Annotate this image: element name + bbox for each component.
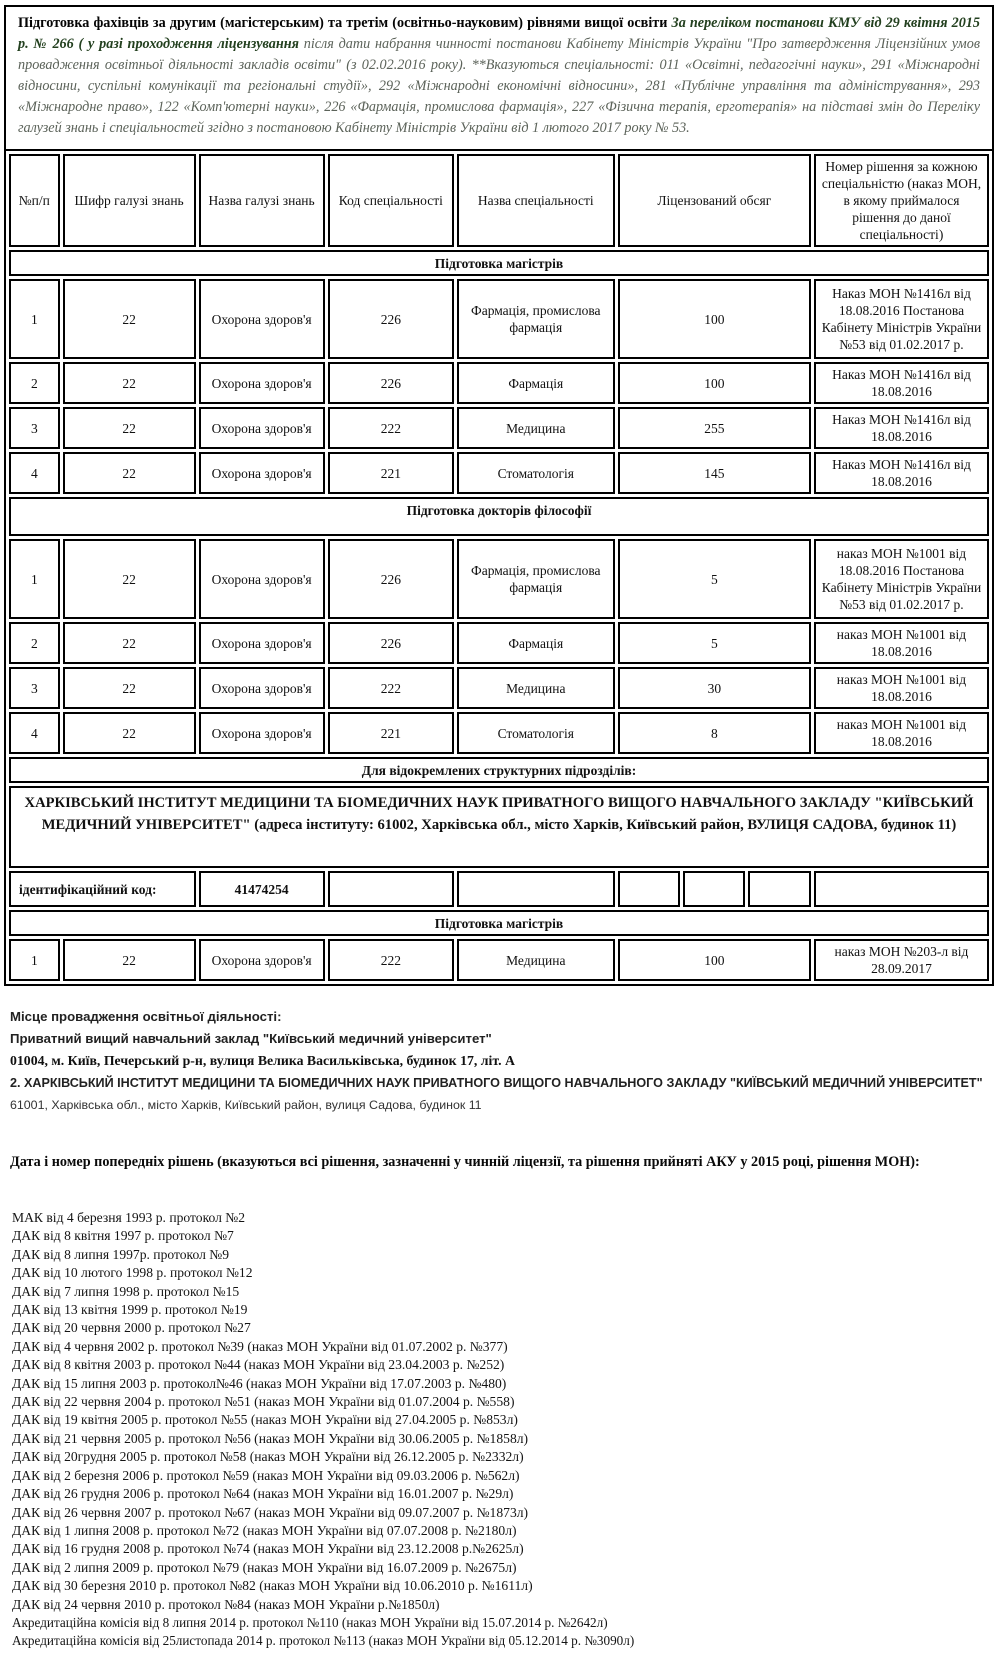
table-cell: 2 [9,622,60,664]
decision-item: ДАК від 2 липня 2009 р. протокол №79 (наказ МОН України від 16.07.2009 р. №2675л) [12,1559,517,1575]
decision-item: ДАК від 20грудня 2005 р. протокол №58 (наказ МОН України від 26.12.2005 р. №2332л) [12,1449,524,1465]
header-cell-number: №п/п [9,154,60,247]
table-cell: 226 [328,622,454,664]
table-row [9,539,989,619]
table-row [9,622,989,664]
decision-item: ДАК від 8 липня 1997р. протокол №9 [12,1246,230,1262]
decision-item: ДАК від 24 червня 2010 р. протокол №84 (наказ МОН України р.№1850л) [12,1596,440,1612]
table-cell: 3 [9,667,60,709]
decisions-heading: Дата і номер попередніх рішень (вказуються всі рішення, зазначенні у чинній ліцензії, та рішення прийняті АКУ у 2015 році, рішення МОН): [10,1154,920,1170]
table-cell: Охорона здоров'я [199,622,325,664]
branch-header-row [9,757,989,783]
empty-cell [328,871,454,907]
branch-name-text: ХАРКІВСЬКИЙ ІНСТИТУТ МЕДИЦИНИ ТА БІОМЕДИЧНИХ НАУК ПРИВАТНОГО ВИЩОГО НАВЧАЛЬНОГО ЗАКЛАДУ "КИЇВСЬКИЙ МЕДИЧНИЙ УНІВЕРСИТЕТ" (адреса інституту: 61002, Харківська обл., місто Харків, Київський район, ВУЛИЦЯ САДОВА, будинок 11) [9,786,989,868]
empty-cell [683,871,745,907]
table-cell: 22 [63,539,196,619]
table-cell: Стоматологія [457,712,615,754]
decision-item: ДАК від 1 липня 2008 р. протокол №72 (наказ МОН України від 07.07.2008 р. №2180л) [12,1522,517,1538]
table-cell: Охорона здоров'я [199,452,325,494]
identification-code-value: 41474254 [199,871,325,907]
intro-bold-italic-text: За переліком постанови КМУ від 29 квітня 2015 р. № 266 ( у разі проходження ліцензування [18,15,980,52]
table-cell: 22 [63,279,196,359]
table-row [9,452,989,494]
table-cell: 22 [63,712,196,754]
table-cell: Охорона здоров'я [199,279,325,359]
table-cell: 222 [328,939,454,981]
table-cell: 22 [63,622,196,664]
decision-item: ДАК від 21 червня 2005 р. протокол №56 (наказ МОН України від 30.06.2005 р. №1858л) [12,1430,529,1446]
decision-item: ДАК від 16 грудня 2008 р. протокол №74 (наказ МОН України від 23.12.2008 р.№2625л) [12,1541,524,1557]
table-cell: 2 [9,362,60,404]
table-cell: наказ МОН №1001 від 18.08.2016 [814,622,989,664]
section-title-row [9,497,989,536]
table-header-row [9,154,989,247]
table-cell: 221 [328,712,454,754]
decision-item: ДАК від 26 червня 2007 р. протокол №67 (наказ МОН України від 09.07.2007 р. №1873л) [12,1504,529,1520]
header-cell-licensed-volume: Ліцензований обсяг [618,154,811,247]
table-cell: 22 [63,939,196,981]
table-row [9,667,989,709]
table-cell: 1 [9,279,60,359]
decision-item: ДАК від 4 червня 2002 р. протокол №39 (наказ МОН України від 01.07.2002 р. №377) [12,1338,508,1354]
table-cell: 22 [63,452,196,494]
main-sections-body [9,250,989,754]
table-cell: Охорона здоров'я [199,362,325,404]
table-cell: Наказ МОН №1416л від 18.08.2016 [814,452,989,494]
table-cell: 145 [618,452,811,494]
table-cell: наказ МОН №1001 від 18.08.2016 Постанова Кабінету Міністрів України №53 від 01.02.2017 р. [814,539,989,619]
table-cell: 5 [618,539,811,619]
location-line-kyiv-address: 01004, м. Київ, Печерський р-н, вулиця Велика Васильківська, будинок 17, літ. А [10,1053,515,1068]
table-cell: 22 [63,362,196,404]
table-cell: 4 [9,452,60,494]
table-cell: 3 [9,407,60,449]
table-cell: 100 [618,279,811,359]
decision-item: ДАК від 8 квітня 2003 р. протокол №44 (наказ МОН України від 23.04.2003 р. №252) [12,1357,505,1373]
decision-item: ДАК від 7 липня 1998 р. протокол №15 [12,1283,240,1299]
table-cell: Фармація, промислова фармація [457,539,615,619]
table-cell: наказ МОН №1001 від 18.08.2016 [814,667,989,709]
table-row [9,939,989,981]
decision-item: Акредитаційна комісія від 8 липня 2014 р. протокол №110 (наказ МОН України від 15.07.2014 р. №2642л) [12,1614,608,1630]
section-title: Підготовка магістрів [9,250,989,276]
decision-item: ДАК від 10 лютого 1998 р. протокол №12 [12,1265,253,1281]
table-cell: 255 [618,407,811,449]
decision-item: ДАК від 15 липня 2003 р. протокол№46 (наказ МОН України від 17.07.2003 р. №480) [12,1375,507,1391]
table-row [9,712,989,754]
table-cell: наказ МОН №203-л від 28.09.2017 [814,939,989,981]
table-cell: 100 [618,939,811,981]
table-cell: 30 [618,667,811,709]
decision-item: ДАК від 20 червня 2000 р. протокол №27 [12,1320,251,1336]
branch-name-row [9,786,989,868]
header-cell-field-code: Шифр галузі знань [63,154,196,247]
decision-item: ДАК від 2 березня 2006 р. протокол №59 (наказ МОН України від 09.03.2006 р. №562л) [12,1467,520,1483]
intro-paragraph [6,7,992,151]
document-frame [4,5,994,986]
header-cell-speciality-name: Назва спеціальності [457,154,615,247]
table-cell: Фармація [457,362,615,404]
identification-row [9,871,989,907]
section-title: Підготовка магістрів [9,910,989,936]
location-block [10,1006,994,1116]
table-cell: 22 [63,407,196,449]
table-cell: 221 [328,452,454,494]
table-row [9,407,989,449]
table-cell: Наказ МОН №1416л від 18.08.2016 [814,407,989,449]
table-cell: 100 [618,362,811,404]
decision-item: ДАК від 26 грудня 2006 р. протокол №64 (наказ МОН України від 16.01.2007 р. №29л) [12,1486,514,1502]
branch-block-body [9,757,989,907]
table-cell: наказ МОН №1001 від 18.08.2016 [814,712,989,754]
table-cell: 222 [328,407,454,449]
location-line-kharkiv-address: 61001, Харківська обл., місто Харків, Київський район, вулиця Садова, будинок 11 [10,1098,482,1112]
location-line-kharkiv-institute: 2. ХАРКІВСЬКИЙ ІНСТИТУТ МЕДИЦИНИ ТА БІОМЕДИЧНИХ НАУК ПРИВАТНОГО ВИЩОГО НАВЧАЛЬНОГО ЗАКЛАДУ "КИЇВСЬКИЙ МЕДИЧНИЙ УНІВЕРСИТЕТ" [10,1076,983,1090]
table-row [9,362,989,404]
table-cell: 4 [9,712,60,754]
branch-section-body [9,910,989,981]
table-cell: 226 [328,362,454,404]
table-cell: 222 [328,667,454,709]
table-cell: Охорона здоров'я [199,407,325,449]
empty-cell [748,871,811,907]
table-cell: Охорона здоров'я [199,712,325,754]
location-line-university: Приватний вищий навчальний заклад "Київський медичний університет" [10,1031,492,1046]
empty-cell [618,871,680,907]
decision-item: ДАК від 30 березня 2010 р. протокол №82 (наказ МОН України від 10.06.2010 р. №1611л) [12,1578,533,1594]
table-cell: 226 [328,279,454,359]
decision-item: ДАК від 8 квітня 1997 р. протокол №7 [12,1228,234,1244]
table-cell: Фармація [457,622,615,664]
header-cell-field-name: Назва галузі знань [199,154,325,247]
table-cell: Охорона здоров'я [199,539,325,619]
table-cell: Охорона здоров'я [199,667,325,709]
empty-cell [457,871,615,907]
header-cell-decision-number: Номер рішення за кожною спеціальністю (наказ МОН, в якому приймалося рішення до даної спеціальності) [814,154,989,247]
table-cell: Наказ МОН №1416л від 18.08.2016 [814,362,989,404]
intro-bold-text: Підготовка фахівців за другим (магістерським) та третім (освітньо-науковим) рівнями вищої освіти [18,15,668,31]
decision-item: ДАК від 22 червня 2004 р. протокол №51 (наказ МОН України від 01.07.2004 р. №558) [12,1394,515,1410]
table-cell: Медицина [457,407,615,449]
table-cell: 8 [618,712,811,754]
decision-item: ДАК від 19 квітня 2005 р. протокол №55 (наказ МОН України від 27.04.2005 р. №853л) [12,1412,518,1428]
intro-italic-text: після дати набрання чинності постанови Кабінету Міністрів України "Про затвердження Ліцензійних умов провадження освітньої діяльності закладів освіти" (з 02.02.2016 року). **Вказуються спеціальності: 011 «Освітні, педагогічні науки», 291 «Міжнародні відносини, суспільні комунікації та регіональні студії», 292 «Міжнародні економічні відносини», 281 «Публічне управління та адміністрування», 293 «Міжнародне право», 122 «Комп'ютерні науки», 226 «Фармація, промислова фармація», 227 «Фізична терапія, ерготерапія» на підставі змін до Переліку галузей знань і спеціальностей згідно з постановою Кабінету Міністрів України від 1 лютого 2017 року № 53. [18,36,980,136]
branch-header-title: Для відокремлених структурних підрозділів: [9,757,989,783]
decision-item: ДАК від 13 квітня 1999 р. протокол №19 [12,1302,248,1318]
identification-code-label: ідентифікаційний код: [9,871,196,907]
table-cell: Охорона здоров'я [199,939,325,981]
table-cell: Медицина [457,667,615,709]
table-cell: 1 [9,939,60,981]
decision-list [12,1209,994,1651]
empty-cell [814,871,989,907]
location-heading: Місце провадження освітньої діяльності: [10,1009,282,1024]
section-title: Підготовка докторів філософії [9,497,989,536]
header-cell-speciality-code: Код спеціальності [328,154,454,247]
table-cell: Фармація, промислова фармація [457,279,615,359]
table-row [9,279,989,359]
table-cell: 5 [618,622,811,664]
section-title-row [9,910,989,936]
table-cell: Наказ МОН №1416л від 18.08.2016 Постанова Кабінету Міністрів України №53 від 01.02.2017 р. [814,279,989,359]
decision-item: Акредитаційна комісія від 25листопада 2014 р. протокол №113 (наказ МОН України від 05.12.2014 р. №3090л) [12,1633,635,1649]
table-cell: 1 [9,539,60,619]
table-cell: Стоматологія [457,452,615,494]
license-table [6,151,992,984]
decision-item: МАК від 4 березня 1993 р. протокол №2 [12,1210,246,1225]
section-title-row [9,250,989,276]
table-cell: Медицина [457,939,615,981]
table-cell: 22 [63,667,196,709]
table-cell: 226 [328,539,454,619]
